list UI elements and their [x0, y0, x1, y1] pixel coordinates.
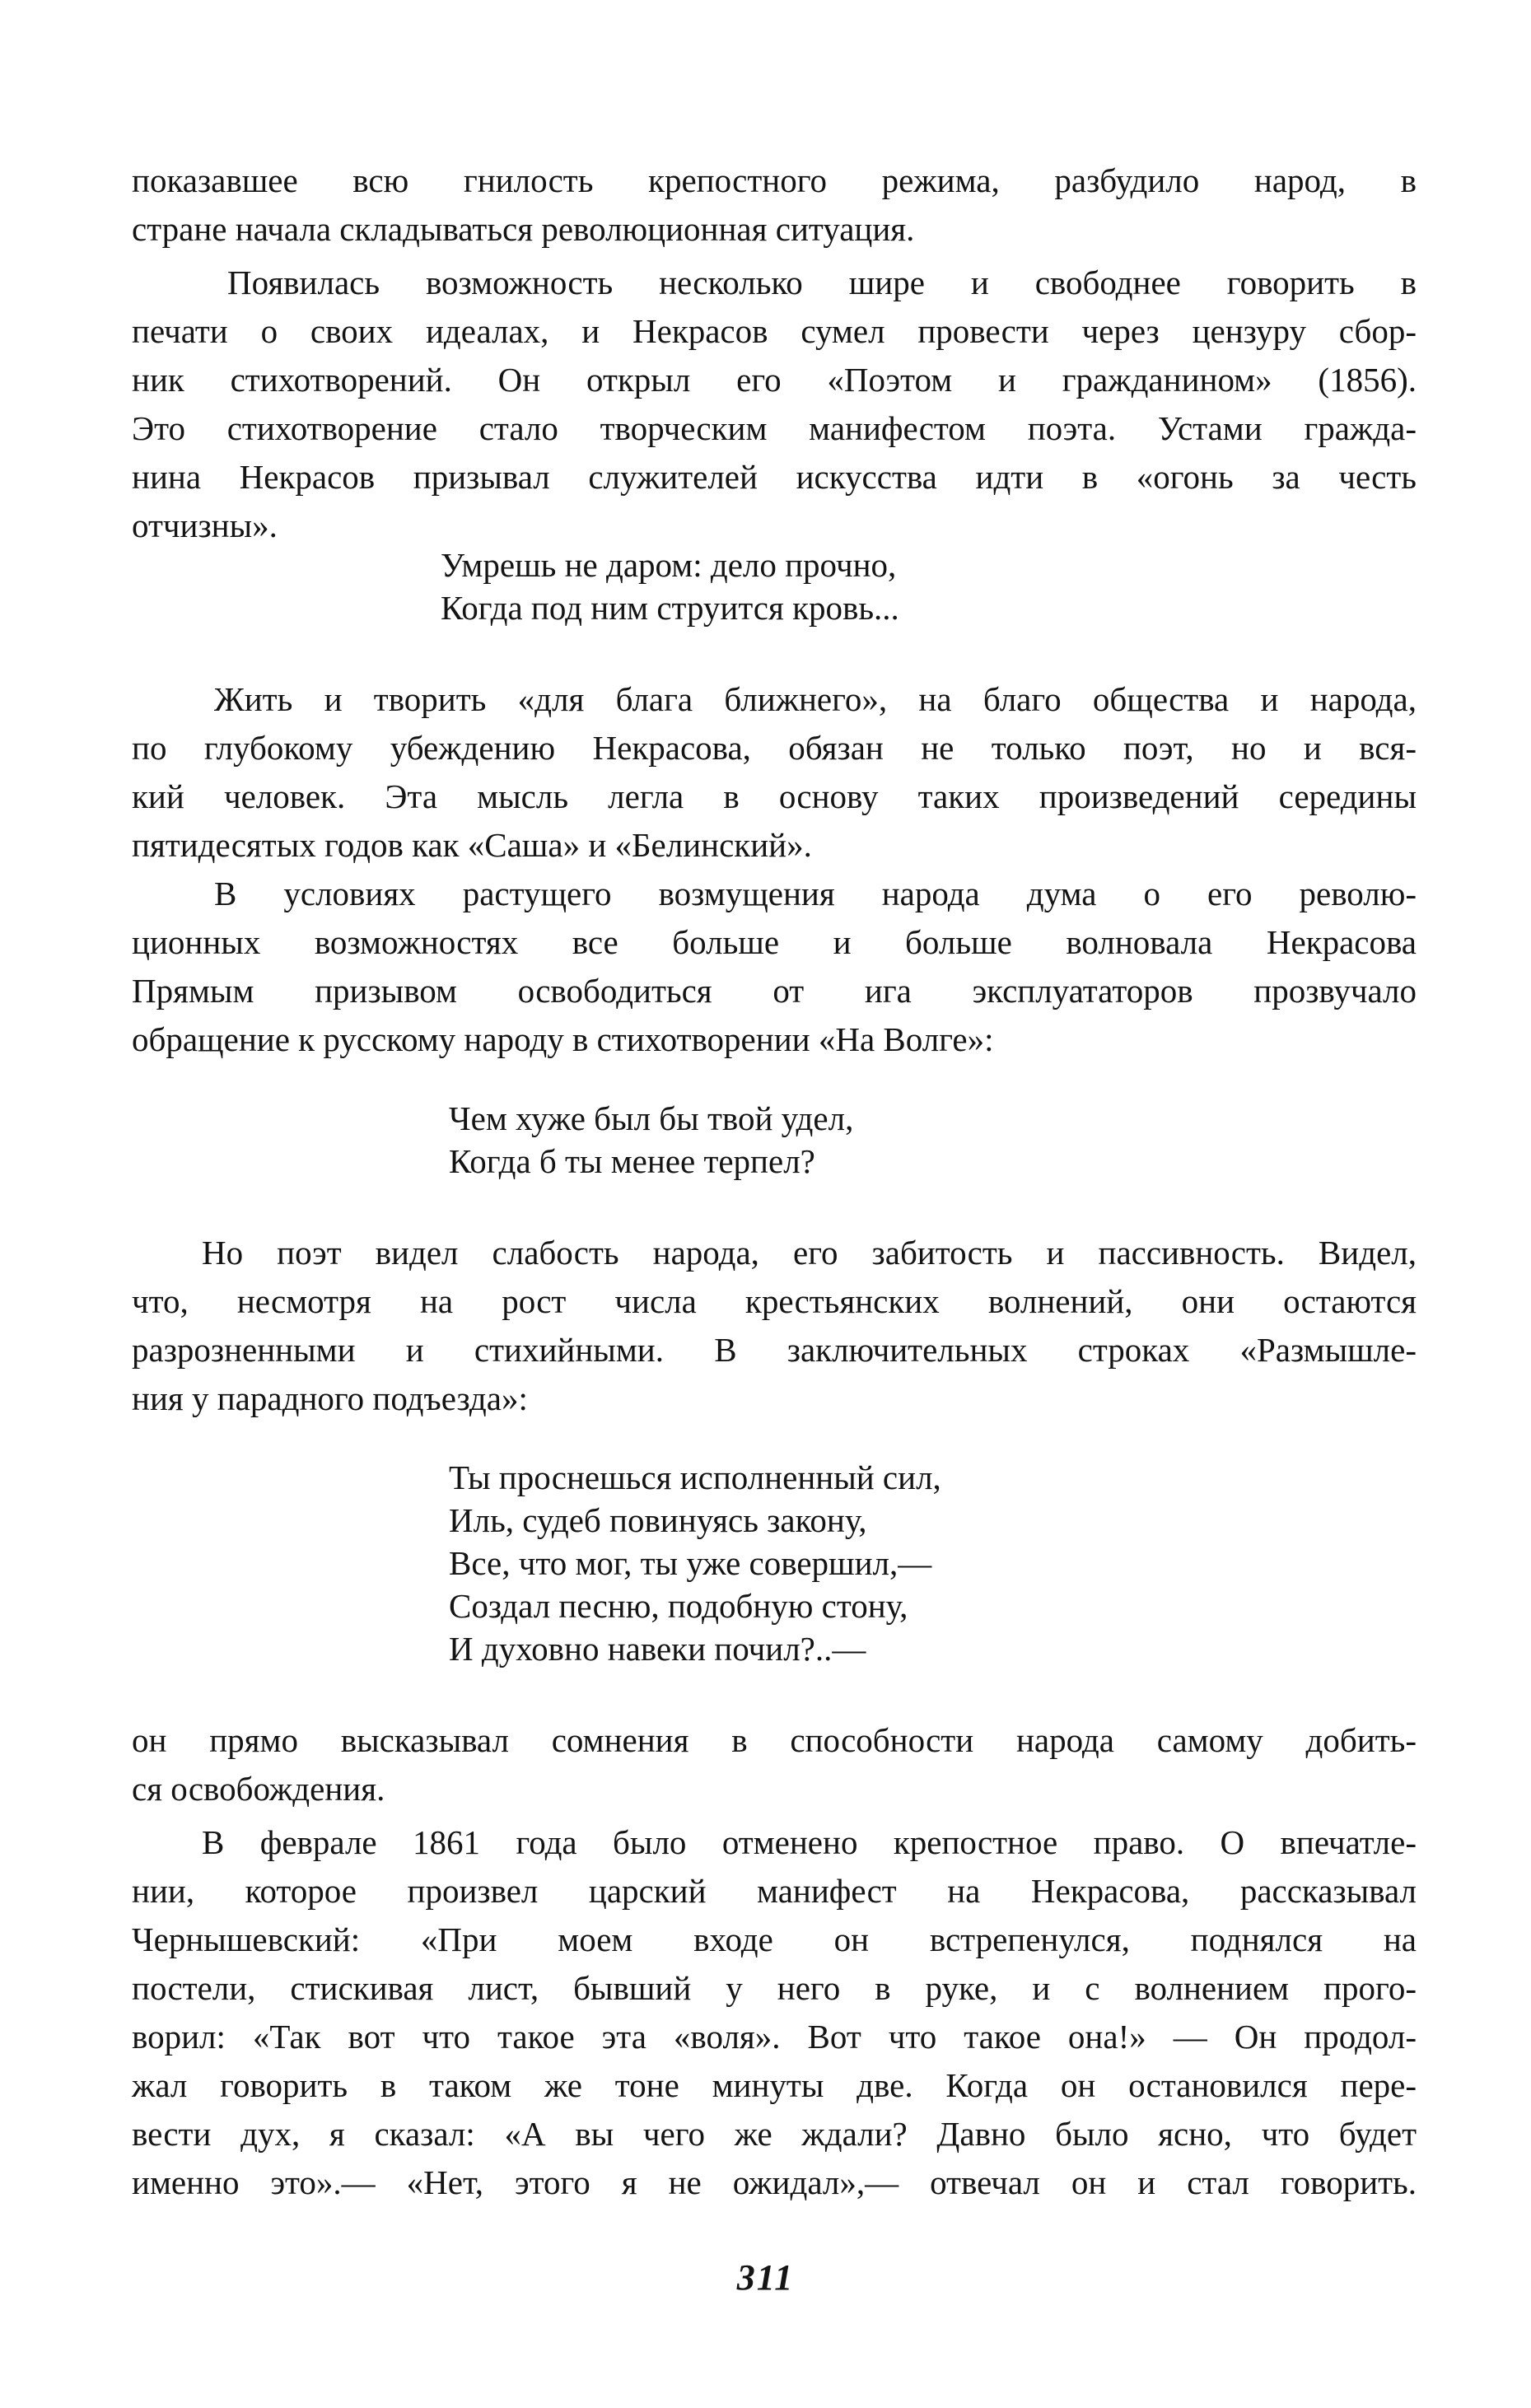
text-line: отчизны». — [132, 506, 278, 544]
text-line: ния у парадного подъезда»: — [132, 1379, 528, 1417]
text-line: ник стихотворений. Он открыл его «Поэтом и гражданином» (1856). — [132, 361, 1417, 399]
text-line: нина Некрасов призывал служителей искусства идти в «огонь за честь — [132, 458, 1417, 496]
verse-line: Когда б ты менее терпел? — [449, 1142, 815, 1180]
page-number: 311 — [736, 2257, 795, 2298]
verse-line: Все, что мог, ты уже совершил,— — [449, 1544, 932, 1582]
text-line: пятидесятых годов как «Саша» и «Белинский». — [132, 826, 812, 864]
paragraph — [132, 1818, 1417, 2207]
text-line: Прямым призывом освободиться от ига эксплуататоров прозвучало — [132, 972, 1417, 1010]
text-line: обращение к русскому народу в стихотворении «На Волге»: — [132, 1020, 994, 1058]
text-line: вести дух, я сказал: «А вы чего же ждали? Давно было ясно, что будет — [132, 2115, 1417, 2153]
text-line: ционных возможностях все больше и больше волновала Некрасова — [132, 923, 1417, 961]
text-line: Чернышевский: «При моем входе он встрепенулся, поднялся на — [132, 1920, 1417, 1958]
text-line: ворил: «Так вот что такое эта «воля». Вот что такое она!» — Он продол- — [132, 2018, 1417, 2056]
text-line: Жить и творить «для блага ближнего», на благо общества и народа, — [214, 680, 1417, 718]
text-line: показавшее всю гнилость крепостного режима, разбудило народ, в — [132, 161, 1417, 199]
text-line: кий человек. Эта мысль легла в основу таких произведений середины — [132, 777, 1417, 815]
verse-line: Чем хуже был бы твой удел, — [449, 1099, 854, 1137]
verse-quote — [441, 544, 1417, 629]
paragraph — [132, 870, 1417, 1064]
text-line: нии, которое произвел царский манифест на Некрасова, рассказывал — [132, 1872, 1417, 1910]
paragraph — [132, 259, 1417, 550]
text-line: постели, стискивая лист, бывший у него в руке, и с волнением прого- — [132, 1969, 1417, 2007]
paragraph — [132, 1716, 1417, 1813]
verse-quote — [449, 1097, 1417, 1183]
text-line: жал говорить в таком же тоне минуты две. Когда он остановился пере- — [132, 2066, 1417, 2104]
text-line: В феврале 1861 года было отменено крепостное право. О впечатле- — [202, 1823, 1417, 1861]
text-line: что, несмотря на рост числа крестьянских волнений, они остаются — [132, 1282, 1417, 1320]
text-line: стране начала складываться революционная ситуация. — [132, 210, 915, 248]
text-line: печати о своих идеалах, и Некрасов сумел провести через цензуру сбор- — [132, 312, 1417, 350]
text-line: он прямо высказывал сомнения в способности народа самому добить- — [132, 1721, 1417, 1759]
text-line: ся освобождения. — [132, 1770, 385, 1808]
verse-line: Создал песню, подобную стону, — [449, 1587, 908, 1625]
page-body — [132, 156, 1417, 2207]
text-line: Но поэт видел слабость народа, его забитость и пассивность. Видел, — [202, 1234, 1417, 1272]
text-line: Это стихотворение стало творческим манифестом поэта. Устами гражда- — [132, 409, 1417, 447]
verse-line: Ты проснешься исполненный сил, — [449, 1458, 941, 1496]
text-line: по глубокому убеждению Некрасова, обязан не только поэт, но и вся- — [132, 729, 1417, 767]
text-line: В условиях растущего возмущения народа дума о его револю- — [214, 875, 1417, 912]
verse-line: И духовно навеки почил?..— — [449, 1630, 866, 1668]
text-line: именно это».— «Нет, этого я не ожидал»,— отвечал он и стал говорить. — [132, 2163, 1417, 2201]
text-line: Появилась возможность несколько шире и свободнее говорить в — [227, 264, 1417, 301]
verse-line: Когда под ним струится кровь... — [441, 589, 899, 627]
paragraph — [132, 675, 1417, 870]
paragraph — [132, 1229, 1417, 1423]
verse-quote — [449, 1456, 1417, 1670]
verse-line: Умрешь не даром: дело прочно, — [441, 546, 897, 584]
paragraph — [132, 156, 1417, 254]
verse-line: Иль, судеб повинуясь закону, — [449, 1501, 867, 1539]
text-line: разрозненными и стихийными. В заключительных строках «Размышле- — [132, 1331, 1417, 1369]
